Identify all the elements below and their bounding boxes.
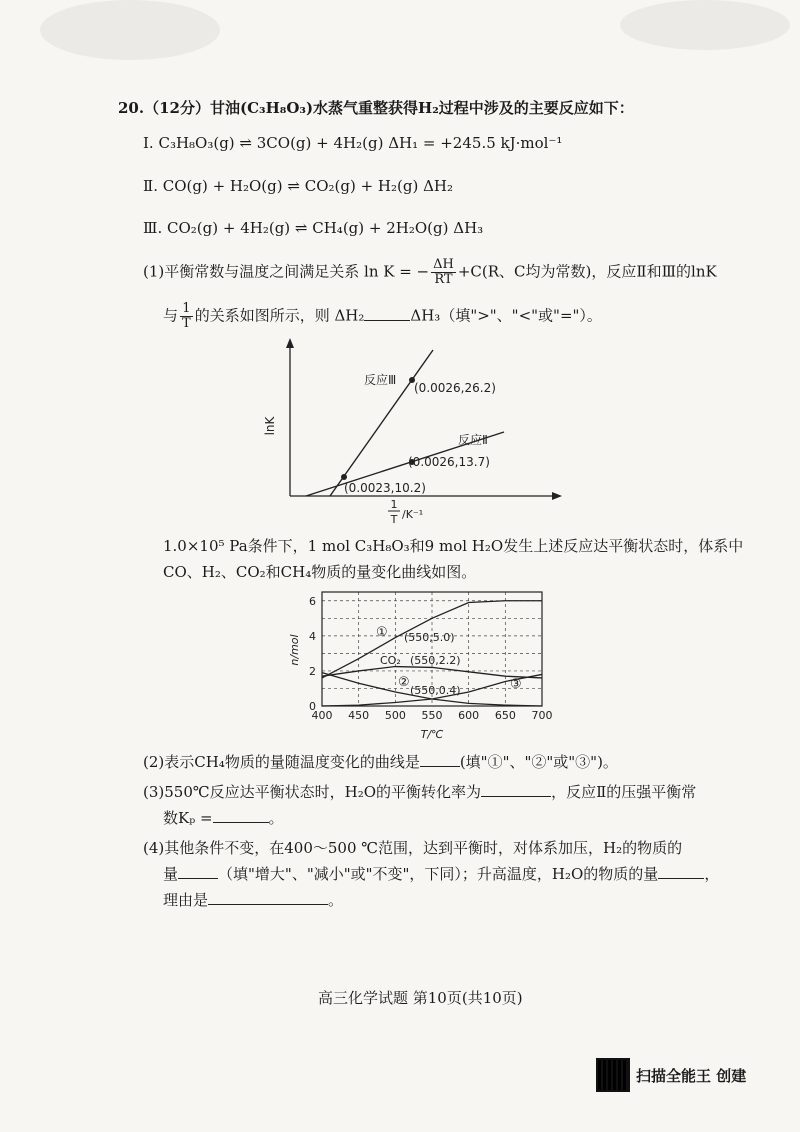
brand-text: 扫描全能王 创建 bbox=[636, 1066, 747, 1085]
answer-blank-6[interactable] bbox=[658, 864, 704, 879]
y-tick-label: 2 bbox=[309, 664, 316, 678]
label-reaction-2: 反应Ⅱ bbox=[458, 433, 488, 447]
lnk-x-arrow bbox=[552, 492, 562, 500]
curve-label-2: ② bbox=[398, 675, 410, 690]
x-tick-label: 450 bbox=[348, 709, 370, 722]
lnk-chart bbox=[263, 336, 568, 528]
y-tick-label: 4 bbox=[309, 629, 316, 643]
part1-line2 bbox=[163, 302, 602, 331]
point-label-1: (550,5.0) bbox=[404, 631, 455, 644]
frac-num: 1 bbox=[180, 302, 193, 317]
q4-text-a: 量 bbox=[163, 865, 179, 883]
question-4-line2 bbox=[163, 864, 719, 884]
label-intersection: (0.0023,10.2) bbox=[344, 481, 426, 495]
part1-text-b: +C(R、C均为常数)，反应Ⅱ和Ⅲ的lnK bbox=[457, 262, 717, 281]
answer-blank-4[interactable] bbox=[213, 808, 269, 823]
lnk-y-arrow bbox=[286, 338, 294, 348]
reaction-2: Ⅱ. CO(g) + H₂O(g) ⇌ CO₂(g) + H₂(g) ΔH₂ bbox=[143, 177, 454, 195]
curve-label-1: ① bbox=[376, 625, 388, 640]
chart-xlabel: T/℃ bbox=[420, 728, 444, 741]
answer-blank-5[interactable] bbox=[178, 864, 218, 879]
q3-text-d: 。 bbox=[268, 809, 284, 827]
reaction-3: Ⅲ. CO₂(g) + 4H₂(g) ⇌ CH₄(g) + 2H₂O(g) ΔH₃ bbox=[143, 219, 484, 237]
scan-smudge bbox=[620, 0, 790, 50]
qr-code-icon bbox=[596, 1058, 630, 1092]
fraction-dh-rt bbox=[431, 258, 456, 287]
question-4-line1: (4)其他条件不变，在400～500 ℃范围，达到平衡时，对体系加压，H₂的物质的 bbox=[143, 839, 683, 857]
q4-text-e: 。 bbox=[328, 891, 344, 909]
part1-text-c: 与 bbox=[163, 306, 179, 325]
page-footer: 高三化学试题 第10页(共10页) bbox=[318, 989, 523, 1007]
question-title: 20.（12分）甘油(C₃H₈O₃)水蒸气重整获得H₂过程中涉及的主要反应如下： bbox=[118, 99, 634, 117]
q3-text-a: (3)550℃反应达平衡状态时，H₂O的平衡转化率为 bbox=[143, 783, 482, 801]
label-point-reaction-2: (0.0026,13.7) bbox=[408, 455, 490, 469]
frac-den: RT bbox=[434, 272, 453, 287]
y-tick-label: 0 bbox=[309, 700, 316, 713]
mid-text-1: 1.0×10⁵ Pa条件下，1 mol C₃H₈O₃和9 mol H₂O发生上述反应达平衡状态时，体系中 bbox=[163, 537, 744, 555]
fraction-1-t bbox=[180, 302, 193, 331]
lnk-xlabel-num: 1 bbox=[390, 498, 398, 511]
part1-text-e: ΔH₃（填">"、"<"或"="）。 bbox=[410, 306, 602, 325]
answer-blank-7[interactable] bbox=[208, 890, 328, 905]
curve-label-3: ③ bbox=[510, 677, 522, 692]
series-line-reaction-3 bbox=[330, 350, 433, 496]
label-reaction-3: 反应Ⅲ bbox=[364, 373, 397, 387]
scanner-brand bbox=[596, 1058, 746, 1092]
question-2 bbox=[143, 752, 618, 772]
point-intersection bbox=[341, 474, 347, 480]
q4-text-b: （填"增大"、"减小"或"不变"，下同）；升高温度，H₂O的物质的量 bbox=[218, 865, 659, 883]
question-4-line3 bbox=[163, 890, 343, 910]
q3-text-c: 数Kₚ = bbox=[163, 809, 213, 827]
part1-line1 bbox=[143, 258, 717, 287]
point-label-2: (550,0.4) bbox=[410, 684, 461, 697]
question-3-line2 bbox=[163, 808, 284, 828]
q2-text-b: (填"①"、"②"或"③")。 bbox=[459, 753, 618, 771]
lnk-xlabel-unit: /K⁻¹ bbox=[402, 508, 424, 521]
x-tick-label: 550 bbox=[421, 709, 443, 722]
lnk-ylabel: lnK bbox=[263, 416, 277, 436]
x-tick-label: 650 bbox=[494, 709, 516, 722]
answer-blank-2[interactable] bbox=[420, 752, 460, 767]
reaction-1: Ⅰ. C₃H₈O₃(g) ⇌ 3CO(g) + 4H₂(g) ΔH₁ = +245.5 kJ·mol⁻¹ bbox=[143, 134, 563, 152]
label-point-reaction-3: (0.0026,26.2) bbox=[414, 381, 496, 395]
q4-text-d: 理由是 bbox=[163, 891, 209, 909]
curve-label-co2: CO₂ bbox=[380, 654, 401, 667]
frac-num: ΔH bbox=[433, 257, 454, 272]
q2-text-a: (2)表示CH₄物质的量随温度变化的曲线是 bbox=[143, 753, 420, 771]
scan-smudge bbox=[40, 0, 220, 60]
q3-text-b: ，反应Ⅱ的压强平衡常 bbox=[551, 783, 697, 801]
x-tick-label: 600 bbox=[458, 709, 480, 722]
q4-text-c: ， bbox=[704, 865, 720, 883]
y-tick-label: 6 bbox=[309, 594, 316, 608]
answer-blank-3[interactable] bbox=[481, 782, 551, 797]
chart-ylabel: n/mol bbox=[288, 634, 301, 666]
part1-text-a: (1)平衡常数与温度之间满足关系 ln K = − bbox=[143, 262, 430, 281]
point-label-co2: (550,2.2) bbox=[410, 654, 461, 667]
lnk-xlabel-den: T bbox=[390, 513, 398, 526]
x-tick-label: 500 bbox=[384, 709, 406, 722]
mid-text-2: CO、H₂、CO₂和CH₄物质的量变化曲线如图。 bbox=[163, 563, 477, 581]
question-3-line1 bbox=[143, 782, 696, 802]
frac-den: T bbox=[182, 316, 191, 331]
x-tick-label: 700 bbox=[531, 709, 553, 722]
x-tick-label: 400 bbox=[311, 709, 333, 722]
n-temperature-chart bbox=[288, 586, 558, 742]
answer-blank-1[interactable] bbox=[364, 306, 410, 321]
part1-text-d: 的关系如图所示，则 ΔH₂ bbox=[194, 306, 365, 325]
